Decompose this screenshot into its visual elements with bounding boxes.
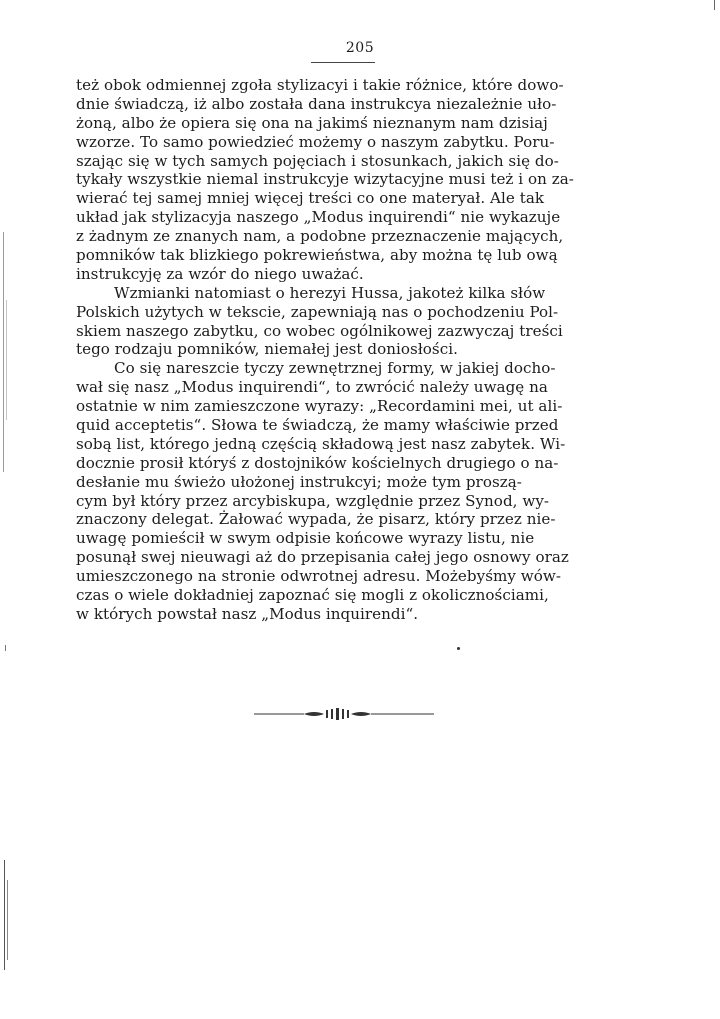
page-number: 205 [345,40,375,56]
text-line: pomników tak blizkiego pokrewieństwa, aby można tę lub ową [76,246,558,265]
paragraph-start-line: Wzmianki natomiast o herezyi Hussa, jakoteż kilka słów [114,283,546,302]
scan-edge-mark [5,645,6,651]
text-line: cym był który przez arcybiskupa, względnie przez Synod, wy- [76,491,550,510]
text-line: wał się nasz „Modus inquirendi“, to zwrócić należy uwagę na [76,378,548,397]
scan-edge-mark [6,300,7,420]
stray-dot [457,647,460,650]
text-line: sobą list, którego jedną częścią składową jest nasz zabytek. Wi- [76,434,566,453]
text-line: znaczony delegat. Żałować wypada, że pisarz, który przez nie- [76,510,556,529]
scan-edge-mark [3,232,4,472]
paragraph-start-line: Co się nareszcie tyczy zewnętrznej formy, w jakiej docho- [114,359,556,378]
text-line: z żadnym ze znanych nam, a podobne przeznaczenie mających, [76,227,564,246]
scan-edge-mark [4,860,5,970]
text-line: w których powstał nasz „Modus inquirendi“. [76,604,419,623]
body-text [76,76,712,624]
text-line: umieszczonego na stronie odwrotnej adresu. Możebyśmy wów- [76,567,562,586]
ornament-divider [254,707,434,721]
text-line: instrukcyję za wzór do niego uważać. [76,264,364,283]
text-line: ostatnie w nim zamieszczone wyrazy: „Recordamini mei, ut ali- [76,397,563,416]
text-line: posunął swej nieuwagi aż do przepisania całej jego osnowy oraz [76,548,569,567]
text-line: docznie prosił któryś z dostojników kościelnych drugiego o na- [76,453,559,472]
text-line: Polskich użytych w tekscie, zapewniają nas o pochodzeniu Pol- [76,302,559,321]
text-line: dnie świadczą, iż albo została dana instrukcya niezależnie uło- [76,94,557,113]
text-line: wzorze. To samo powiedzieć możemy o naszym zabytku. Poru- [76,132,555,151]
text-line: czas o wiele dokładniej zapoznać się mogli z okolicznościami, [76,586,549,605]
text-line: tego rodzaju pomników, niemałej jest doniosłości. [76,340,458,359]
text-line: szając się w tych samych pojęciach i stosunkach, jakich się do- [76,151,559,170]
text-line: quid acceptetis“. Słowa te świadczą, że mamy właściwie przed [76,416,559,435]
text-line: też obok odmiennej zgoła stylizacyi i takie różnice, które dowo- [76,76,564,94]
scan-edge-mark [7,880,8,960]
text-line: skiem naszego zabytku, co wobec ogólnikowej zazwyczaj treści [76,321,563,340]
text-line: desłanie mu świeżo ułożonej instrukcyi; może tym proszą- [76,472,522,491]
text-line: układ jak stylizacyja naszego „Modus inquirendi“ nie wykazuje [76,208,561,227]
text-line: wierać tej samej mniej więcej treści co one materyał. Ale tak [76,189,545,208]
text-line: tykały wszystkie niemal instrukcyje wizytacyjne musi też i on za- [76,170,574,189]
text-line: uwagę pomieścił w swym odpisie końcowe wyrazy listu, nie [76,529,535,548]
text-line: żoną, albo że opiera się ona na jakimś nieznanym nam dzisiaj [76,113,548,132]
page-number-rule [311,62,375,63]
scan-edge-mark [714,0,715,10]
